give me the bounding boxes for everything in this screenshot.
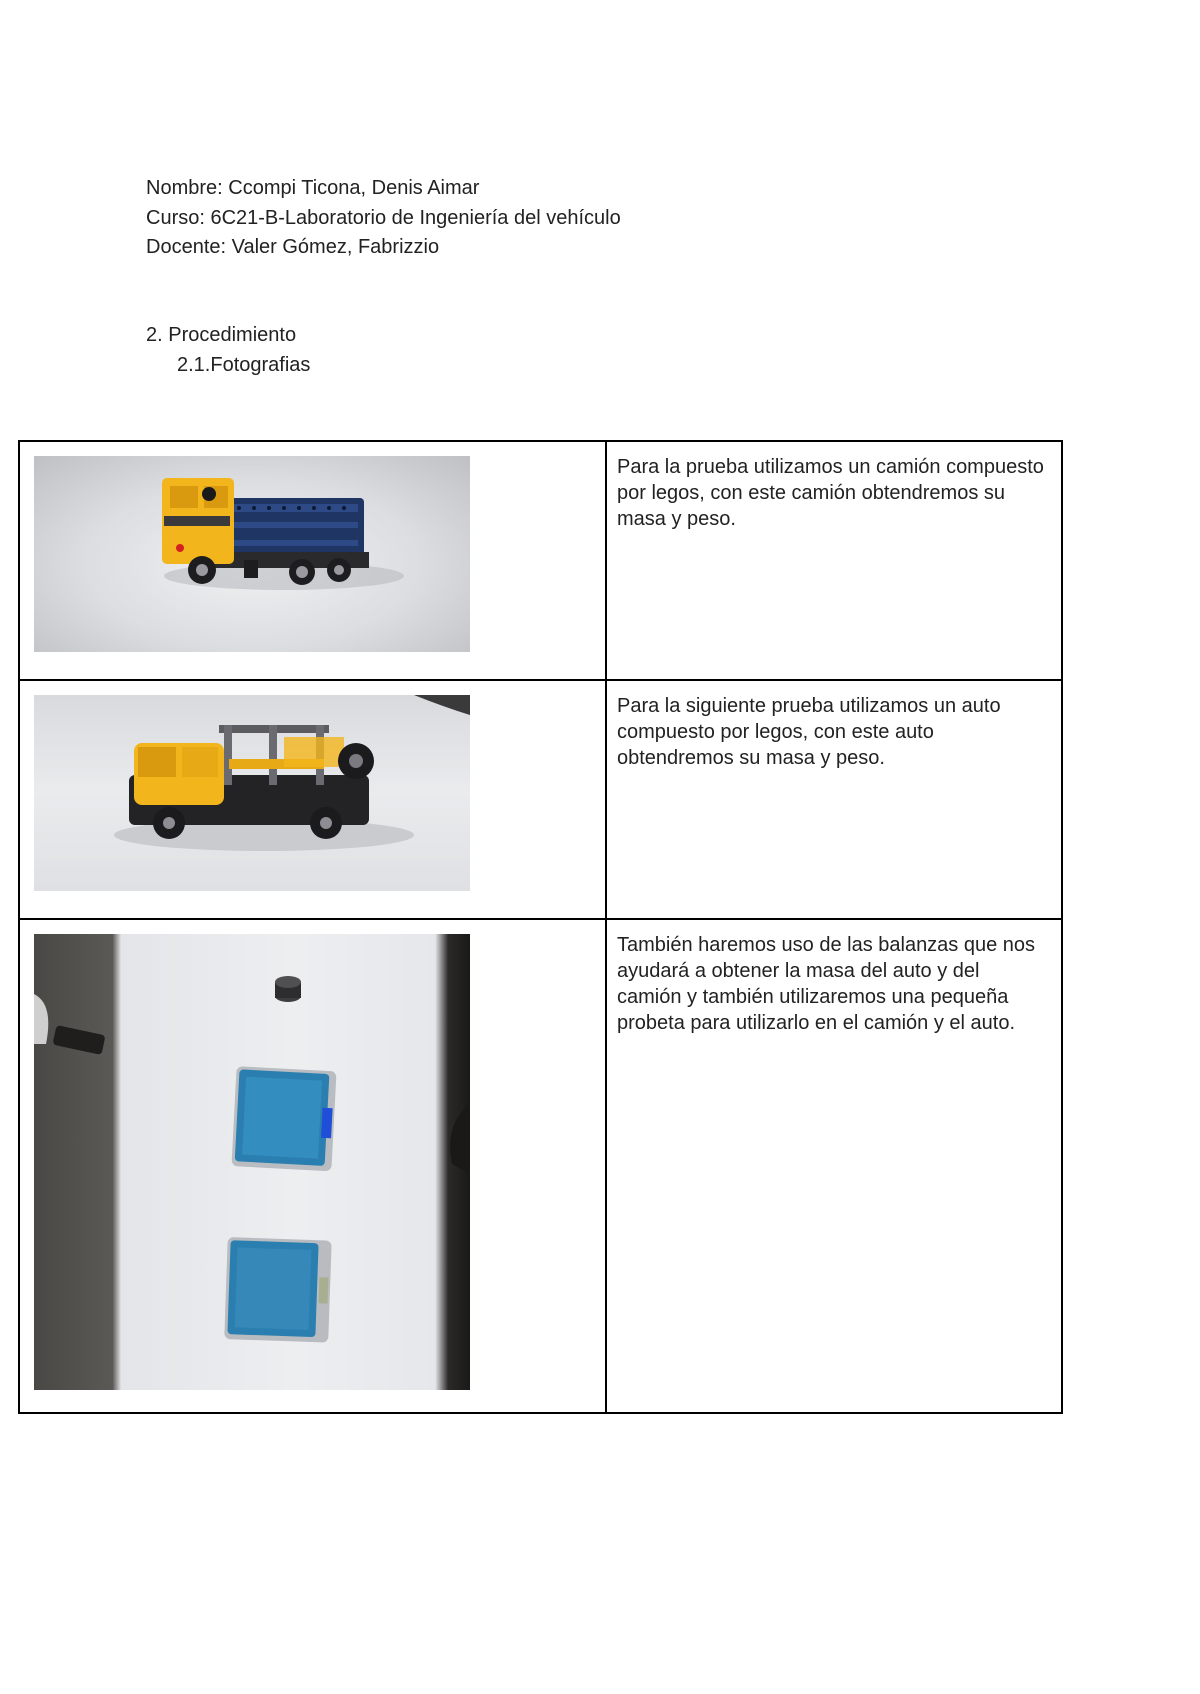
description-cell: También haremos uso de las balanzas que nos ayudará a obtener la masa del auto y del camión y también utilizaremos una pequeña probeta para utilizarlo en el camión y el auto. <box>606 919 1062 1413</box>
lego-truck-photo <box>34 456 470 652</box>
photo-cell <box>19 919 606 1413</box>
photo-cell <box>19 441 606 680</box>
table-row <box>19 441 1062 680</box>
course-name: Curso: 6C21-B-Laboratorio de Ingeniería del vehículo <box>146 206 621 229</box>
teacher-name: Docente: Valer Gómez, Fabrizzio <box>146 236 440 258</box>
photo-table <box>18 440 1063 1414</box>
student-name: Nombre: Ccompi Ticona, Denis Aimar <box>146 177 480 199</box>
scales-illustration <box>34 934 470 1390</box>
lego-truck-illustration <box>34 456 470 652</box>
section-title: 2. Procedimiento <box>146 324 297 346</box>
section-heading <box>146 321 310 380</box>
table-row <box>19 919 1062 1413</box>
lego-jeep-photo <box>34 695 470 891</box>
section-subtitle: 2.1.Fotografias <box>177 353 311 376</box>
student-info <box>146 174 621 263</box>
photo-cell <box>19 680 606 919</box>
table-row <box>19 680 1062 919</box>
scales-photo <box>34 934 470 1390</box>
lego-jeep-illustration <box>34 695 470 891</box>
description-cell: Para la siguiente prueba utilizamos un auto compuesto por legos, con este auto obtendremos su masa y peso. <box>606 680 1062 919</box>
description-cell: Para la prueba utilizamos un camión compuesto por legos, con este camión obtendremos su masa y peso. <box>606 441 1062 680</box>
